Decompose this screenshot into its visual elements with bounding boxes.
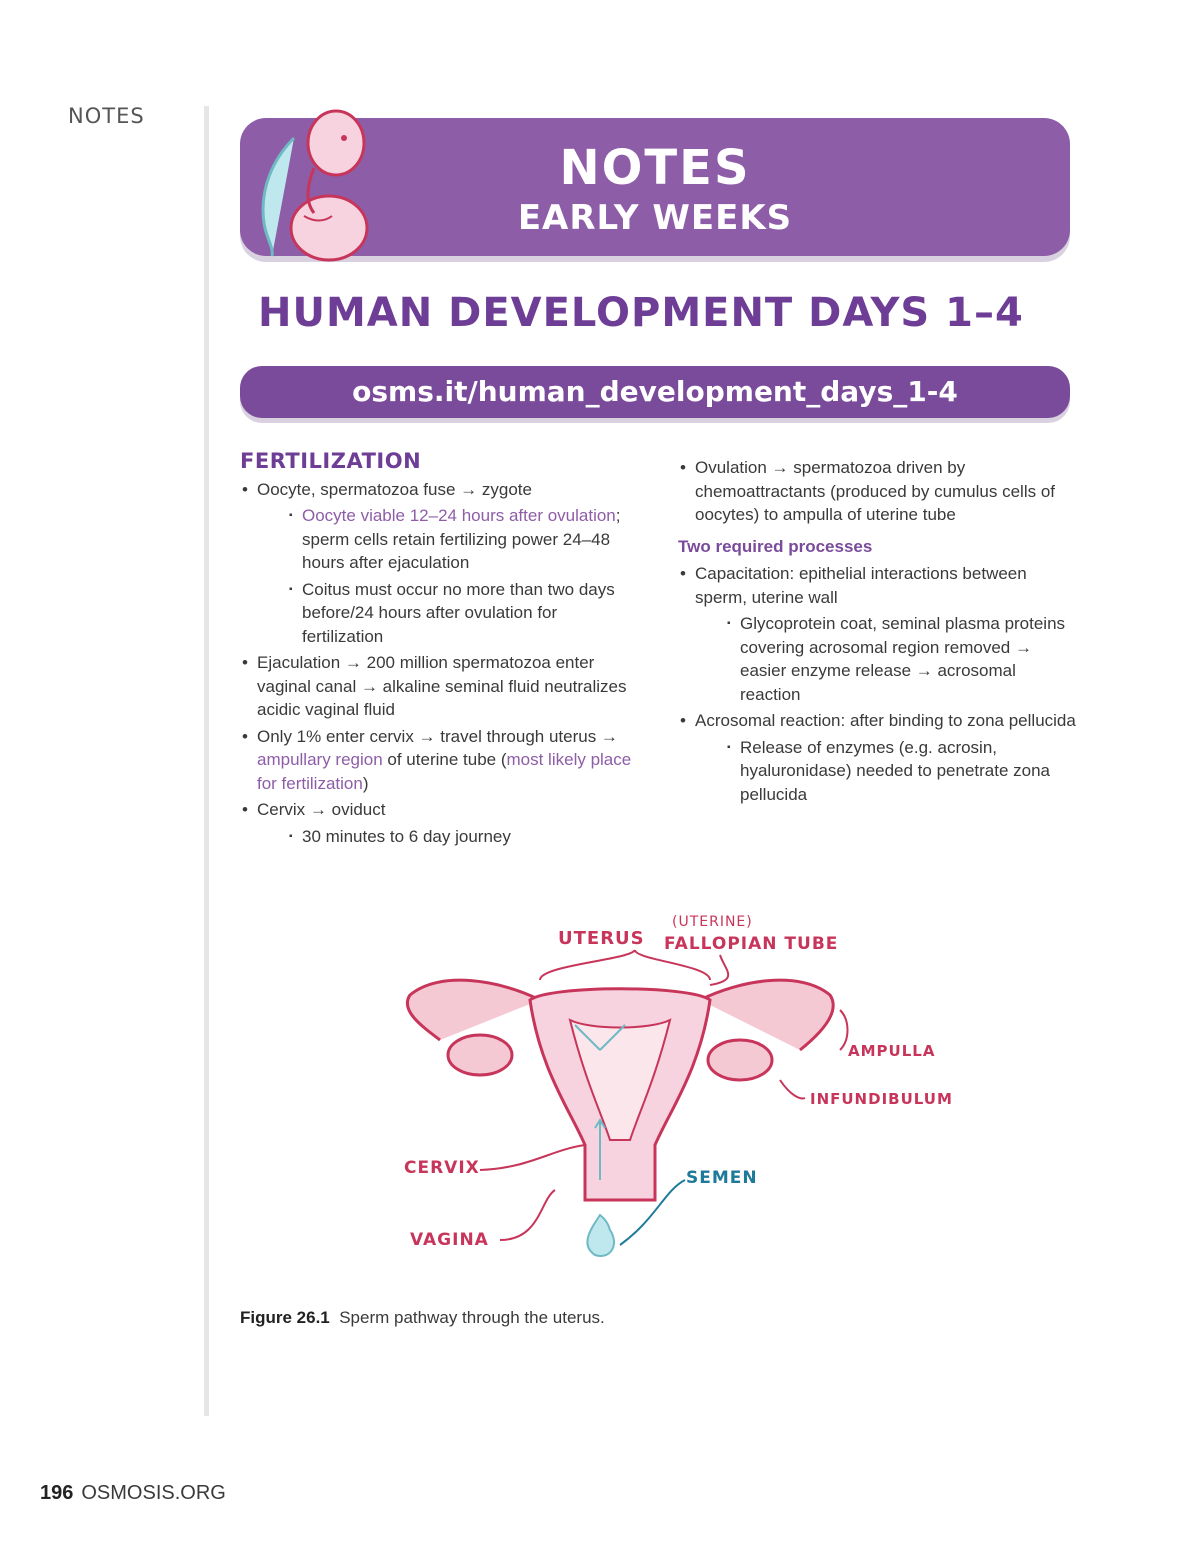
banner-title: NOTES: [559, 140, 751, 196]
highlight-text: Oocyte viable 12–24 hours after ovulation: [302, 506, 616, 525]
sub-title-two-processes: Two required processes: [678, 536, 873, 556]
list-item: [240, 651, 640, 722]
bullet-text: ; sperm cells retain fertilizing power 24–48 hours after ejaculation: [302, 506, 621, 572]
list-item: [695, 736, 1078, 807]
bullet-text: Glycoprotein coat, seminal plasma proteins covering acrosomal region removed → easier enzyme release → acrosomal reaction: [740, 614, 1066, 704]
bullet-text: Ejaculation → 200 million spermatozoa enter vaginal canal → alkaline seminal fluid neutralizes acidic vaginal fluid: [257, 653, 627, 719]
section-title-fertilization: FERTILIZATION: [240, 449, 422, 473]
uterus-figure: [380, 900, 960, 1290]
bullet-text: 30 minutes to 6 day journey: [302, 826, 511, 846]
bullet-text: Coitus must occur no more than two days before/24 hours after ovulation for fertilization: [302, 579, 615, 646]
bullet-text: Capacitation: epithelial interactions between sperm, uterine wall: [695, 564, 1027, 607]
label-vagina: VAGINA: [410, 1230, 489, 1250]
list-item: [240, 478, 640, 649]
page-title: HUMAN DEVELOPMENT DAYS 1–4: [258, 290, 1024, 336]
bullet-text: Release of enzymes (e.g. acrosin, hyaluronidase) needed to penetrate zona pellucida: [740, 737, 1051, 804]
site-name: OSMOSIS.ORG: [81, 1482, 226, 1504]
list-item: [695, 612, 1078, 706]
bullet-text: Cervix → oviduct: [257, 800, 386, 819]
bullet-text: Acrosomal reaction: after binding to zona pellucida: [695, 711, 1076, 730]
label-uterine: (UTERINE): [672, 914, 753, 930]
fetus-illustration: [244, 98, 374, 268]
label-ampulla: AMPULLA: [848, 1042, 936, 1060]
bullet-text: Ovulation → spermatozoa driven by chemoattractants (produced by cumulus cells of oocytes) to ampulla of uterine tube: [695, 458, 1056, 524]
label-fallopian-tube: FALLOPIAN TUBE: [664, 934, 839, 954]
highlight-text: ampullary region: [257, 750, 383, 769]
bullet-text: of uterine tube (: [382, 750, 507, 769]
label-uterus: UTERUS: [558, 928, 645, 949]
list-item: [678, 709, 1078, 806]
side-notes-label: NOTES: [68, 104, 145, 128]
banner-subtitle: EARLY WEEKS: [517, 198, 793, 238]
list-item: [257, 504, 640, 575]
list-item: [257, 578, 640, 649]
left-column: [240, 450, 640, 851]
figure-caption: [240, 1308, 605, 1328]
list-item: [678, 562, 1078, 706]
highlight-text: most likely place for fertilization: [257, 750, 632, 793]
list-item: [240, 798, 640, 848]
caption-label: Figure 26.1: [240, 1308, 330, 1327]
caption-text: Sperm pathway through the uterus.: [339, 1308, 605, 1327]
label-infundibulum: INFUNDIBULUM: [810, 1090, 953, 1108]
list-item: [257, 825, 640, 849]
bullet-text: ): [362, 773, 369, 793]
label-cervix: CERVIX: [404, 1158, 480, 1178]
bullet-text: Oocyte, spermatozoa fuse → zygote: [257, 479, 532, 499]
list-item: [678, 456, 1078, 527]
page-footer: [40, 1482, 226, 1505]
bullet-text: Only 1% enter cervix → travel through uterus →: [257, 726, 618, 746]
right-column: [678, 456, 1078, 809]
label-semen: SEMEN: [686, 1168, 758, 1188]
margin-rule: [204, 106, 209, 1416]
page-number: 196: [40, 1482, 74, 1504]
list-item: [240, 725, 640, 796]
url-link[interactable]: osms.it/human_development_days_1-4: [240, 366, 1070, 418]
